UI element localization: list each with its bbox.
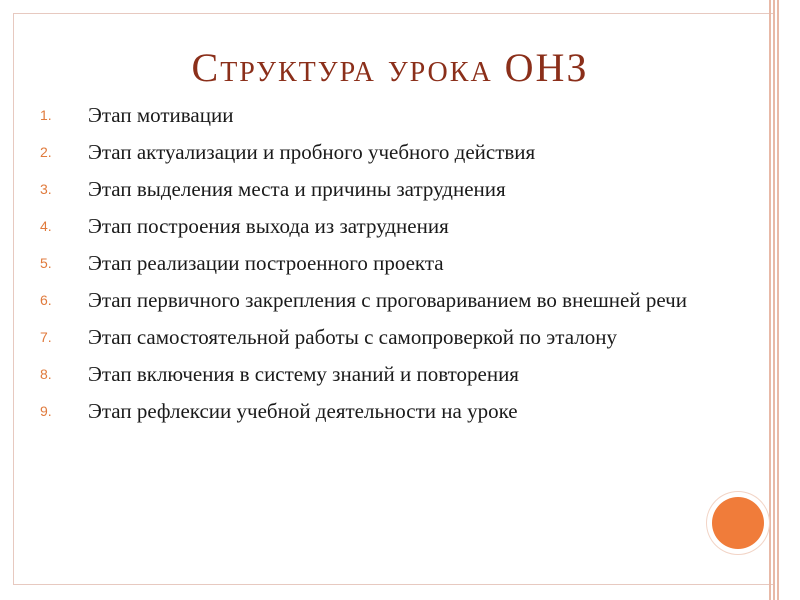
list-item-number: 6. — [40, 292, 52, 308]
list-item — [38, 285, 718, 315]
list-item — [38, 174, 718, 204]
list-item-number: 3. — [40, 181, 52, 197]
slide-title: Структура урока ОНЗ — [191, 45, 589, 90]
list-item-number: 7. — [40, 329, 52, 345]
list-item — [38, 359, 718, 389]
list-item-number: 2. — [40, 144, 52, 160]
list-item-text: Этап построения выхода из затруднения — [88, 214, 449, 238]
list-item-text: Этап реализации построенного проекта — [88, 251, 444, 275]
decorative-circle-icon — [712, 497, 764, 549]
list-item — [38, 211, 718, 241]
list-item-text: Этап выделения места и причины затруднения — [88, 177, 506, 201]
list-item-text: Этап первичного закрепления с проговариванием во внешней речи — [88, 288, 687, 312]
list-item-text: Этап включения в систему знаний и повторения — [88, 362, 519, 386]
list-item-text: Этап актуализации и пробного учебного действия — [88, 140, 536, 164]
list-item-number: 1. — [40, 107, 52, 123]
list-item — [38, 137, 718, 167]
list-item-text: Этап самостоятельной работы с самопроверкой по эталону — [88, 325, 617, 349]
list-item-number: 8. — [40, 366, 52, 382]
stages-list — [38, 100, 718, 433]
list-item-text: Этап рефлексии учебной деятельности на уроке — [88, 399, 518, 423]
list-item — [38, 322, 718, 352]
list-item — [38, 396, 718, 426]
list-item-text: Этап мотивации — [88, 103, 234, 127]
list-item — [38, 100, 718, 130]
list-item-number: 4. — [40, 218, 52, 234]
list-item — [38, 248, 718, 278]
list-item-number: 5. — [40, 255, 52, 271]
list-item-number: 9. — [40, 403, 52, 419]
